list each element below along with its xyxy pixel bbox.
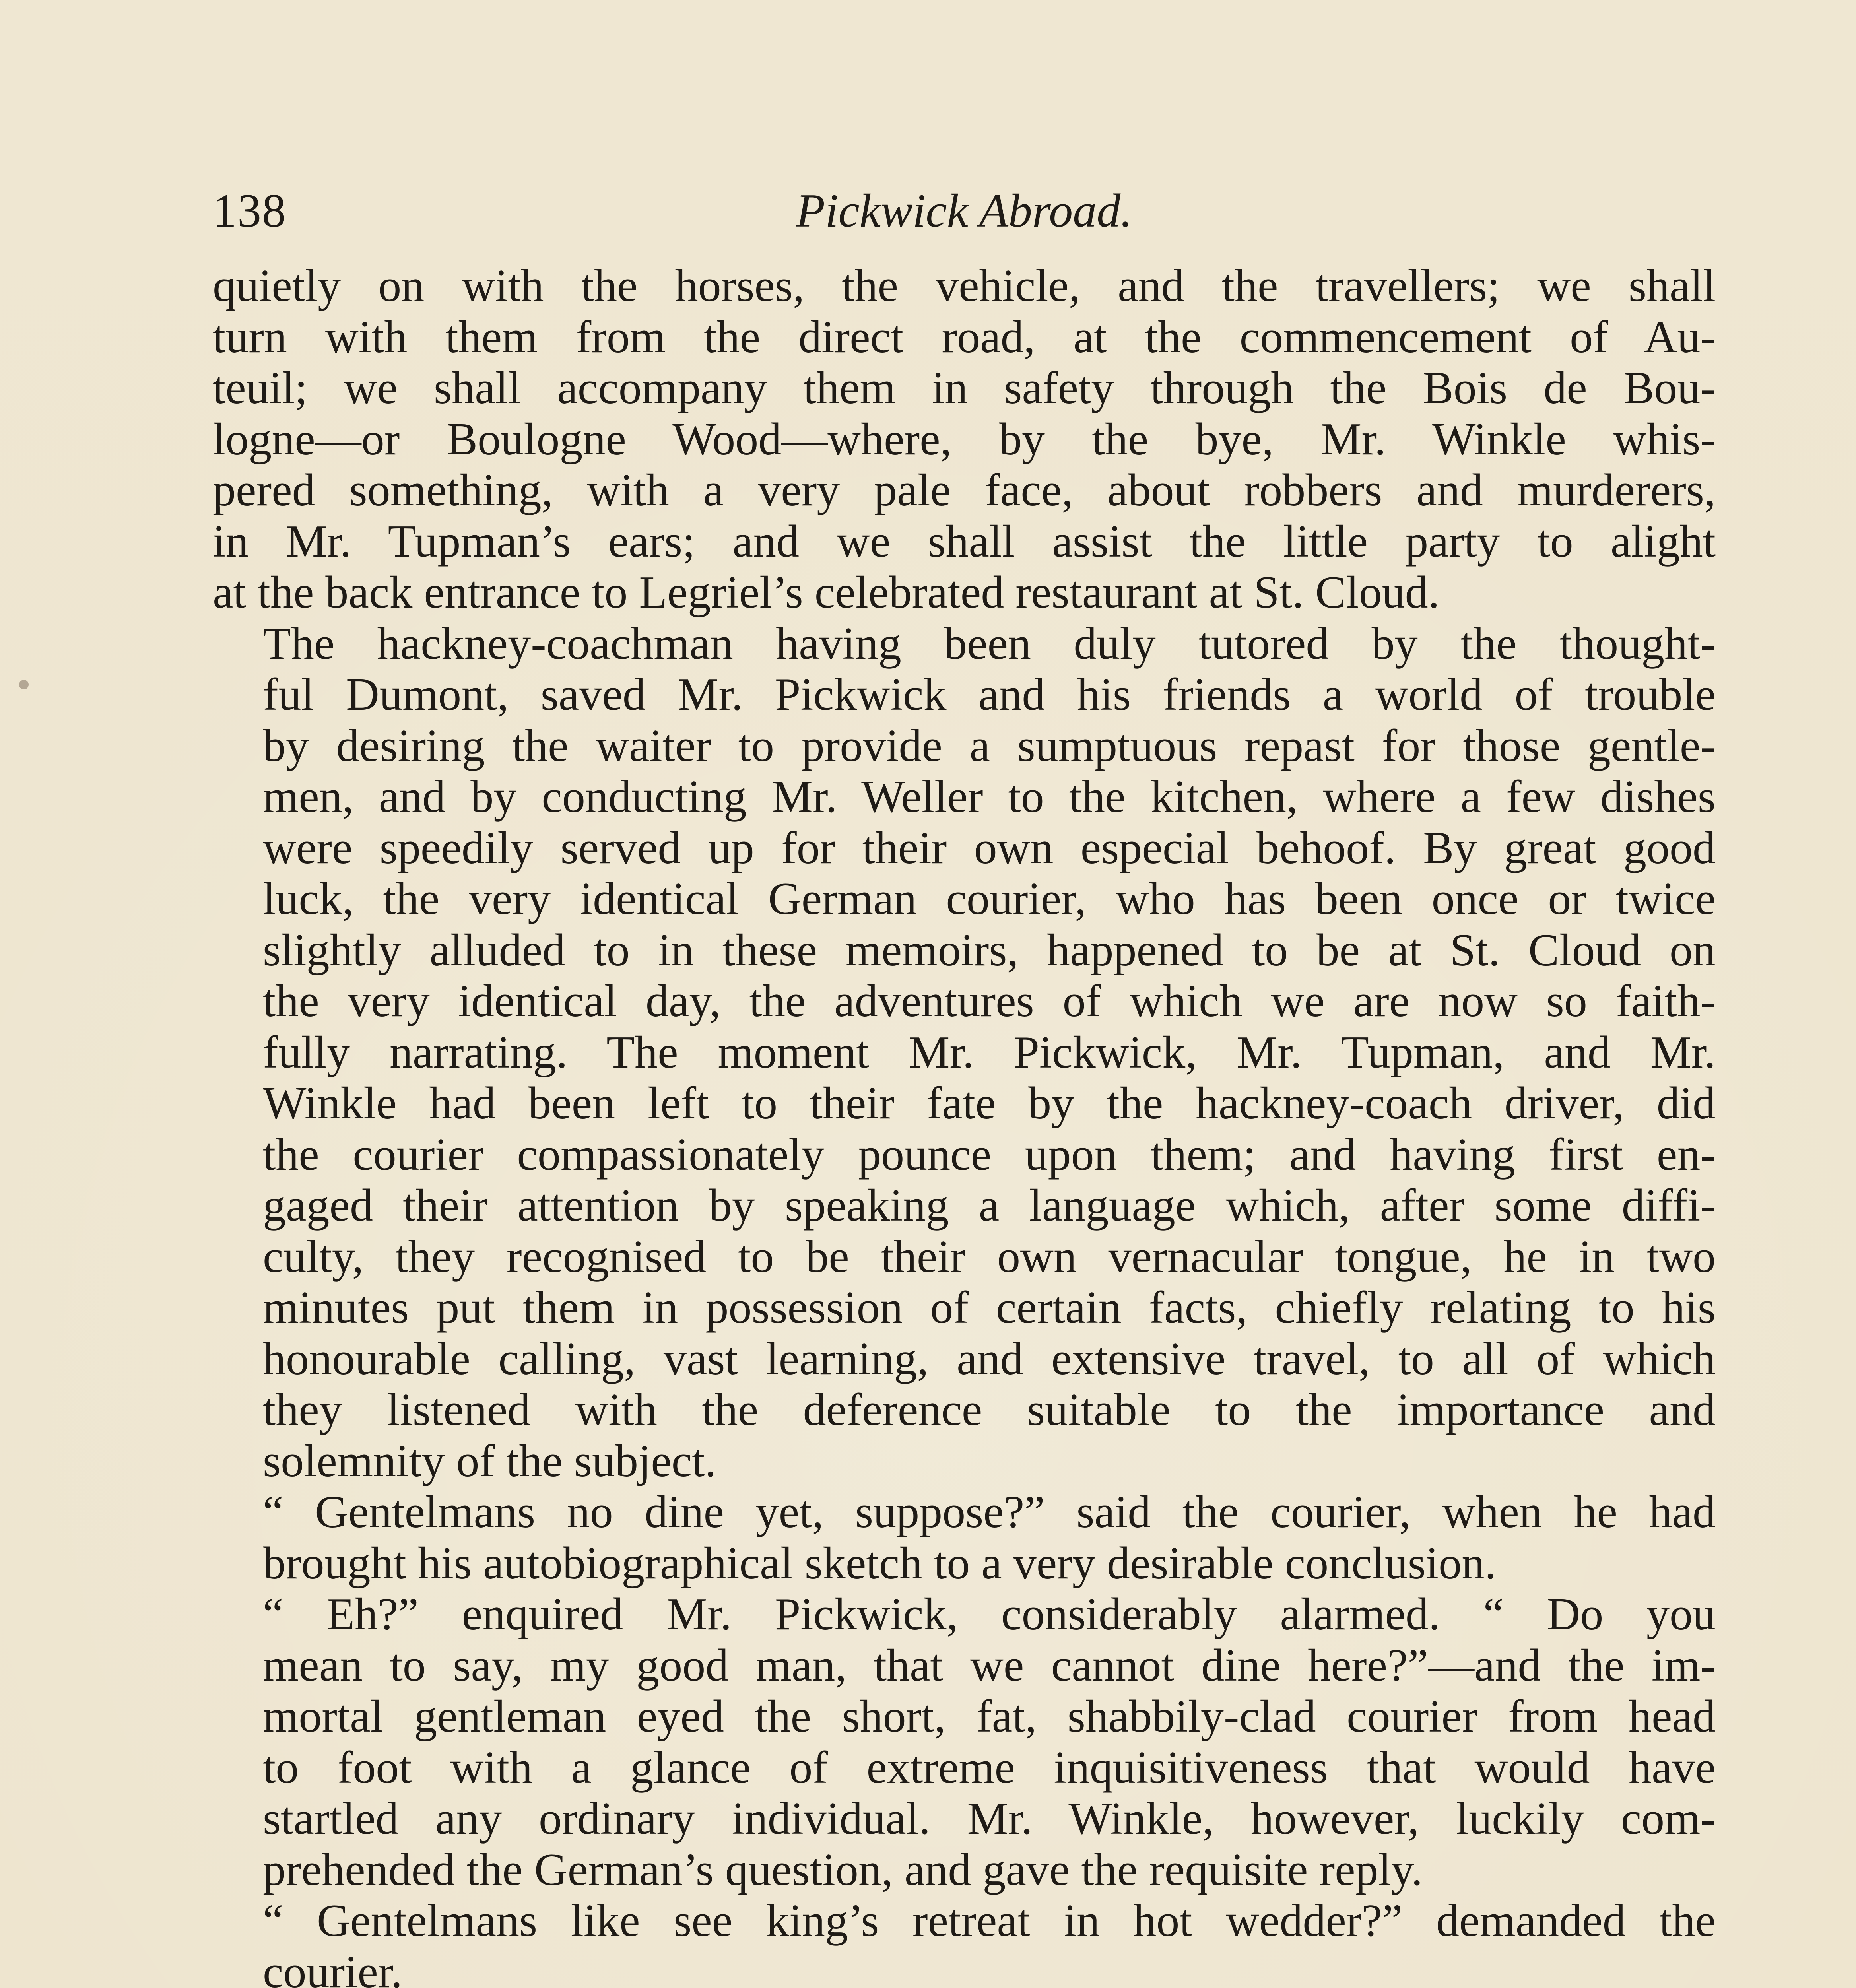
text-line: to foot with a glance of extreme inquisitiveness that would have (263, 1742, 1716, 1793)
text-line: the very identical day, the adventures of which we are now so faith- (263, 976, 1716, 1027)
text-line: “ Gentelmans like see king’s retreat in hot wedder?” demanded the (263, 1895, 1716, 1946)
paragraph-2 (213, 618, 1716, 1487)
text-line: The hackney-coachman having been duly tutored by the thought- (263, 618, 1716, 669)
body-text (213, 260, 1716, 1988)
text-line: slightly alluded to in these memoirs, happened to be at St. Cloud on (263, 924, 1716, 976)
text-line: logne—or Boulogne Wood—where, by the bye, Mr. Winkle whis- (213, 414, 1716, 465)
text-line: ful Dumont, saved Mr. Pickwick and his friends a world of trouble (263, 669, 1716, 720)
text-line: Winkle had been left to their fate by the hackney-coach driver, did (263, 1078, 1716, 1129)
page-header (213, 184, 1716, 247)
text-line: culty, they recognised to be their own vernacular tongue, he in two (263, 1231, 1716, 1282)
text-line: turn with them from the direct road, at the commencement of Au- (213, 311, 1716, 363)
text-line: minutes put them in possession of certain facts, chiefly relating to his (263, 1282, 1716, 1333)
text-line: “ Gentelmans no dine yet, suppose?” said the courier, when he had (263, 1487, 1716, 1538)
paragraph-5 (213, 1895, 1716, 1988)
running-title: Pickwick Abroad. (796, 184, 1133, 237)
text-line: fully narrating. The moment Mr. Pickwick, Mr. Tupman, and Mr. (263, 1027, 1716, 1078)
paragraph-1 (213, 260, 1716, 618)
text-line: at the back entrance to Legriel’s celebrated restaurant at St. Cloud. (213, 567, 1440, 618)
text-line: prehended the German’s question, and gave the requisite reply. (263, 1844, 1423, 1895)
text-line: mean to say, my good man, that we cannot dine here?”—and the im- (263, 1640, 1716, 1691)
text-line: the courier compassionately pounce upon them; and having first en- (263, 1129, 1716, 1180)
text-line: in Mr. Tupman’s ears; and we shall assist the little party to alight (213, 516, 1716, 567)
text-line: courier. (263, 1946, 403, 1988)
text-line: brought his autobiographical sketch to a very desirable conclusion. (263, 1538, 1497, 1589)
text-line: by desiring the waiter to provide a sumptuous repast for those gentle- (263, 720, 1716, 771)
page-number: 138 (213, 184, 287, 237)
text-line: teuil; we shall accompany them in safety through the Bois de Bou- (213, 363, 1716, 414)
text-line: startled any ordinary individual. Mr. Winkle, however, luckily com- (263, 1793, 1716, 1844)
text-line: solemnity of the subject. (263, 1435, 716, 1487)
text-line: were speedily served up for their own especial behoof. By great good (263, 822, 1716, 874)
text-line: quietly on with the horses, the vehicle, and the travellers; we shall (213, 260, 1716, 311)
text-line: pered something, with a very pale face, about robbers and murderers, (213, 465, 1716, 516)
text-line: men, and by conducting Mr. Weller to the kitchen, where a few dishes (263, 771, 1716, 822)
text-line: honourable calling, vast learning, and extensive travel, to all of which (263, 1333, 1716, 1384)
text-line: luck, the very identical German courier, who has been once or twice (263, 874, 1716, 924)
paragraph-3 (213, 1487, 1716, 1589)
text-line: they listened with the deference suitable to the importance and (263, 1384, 1716, 1435)
text-line: mortal gentleman eyed the short, fat, shabbily-clad courier from head (263, 1691, 1716, 1742)
text-line: “ Eh?” enquired Mr. Pickwick, considerably alarmed. “ Do you (263, 1589, 1716, 1640)
paragraph-4 (213, 1589, 1716, 1895)
page-speck (19, 680, 29, 689)
text-line: gaged their attention by speaking a language which, after some diffi- (263, 1180, 1716, 1231)
